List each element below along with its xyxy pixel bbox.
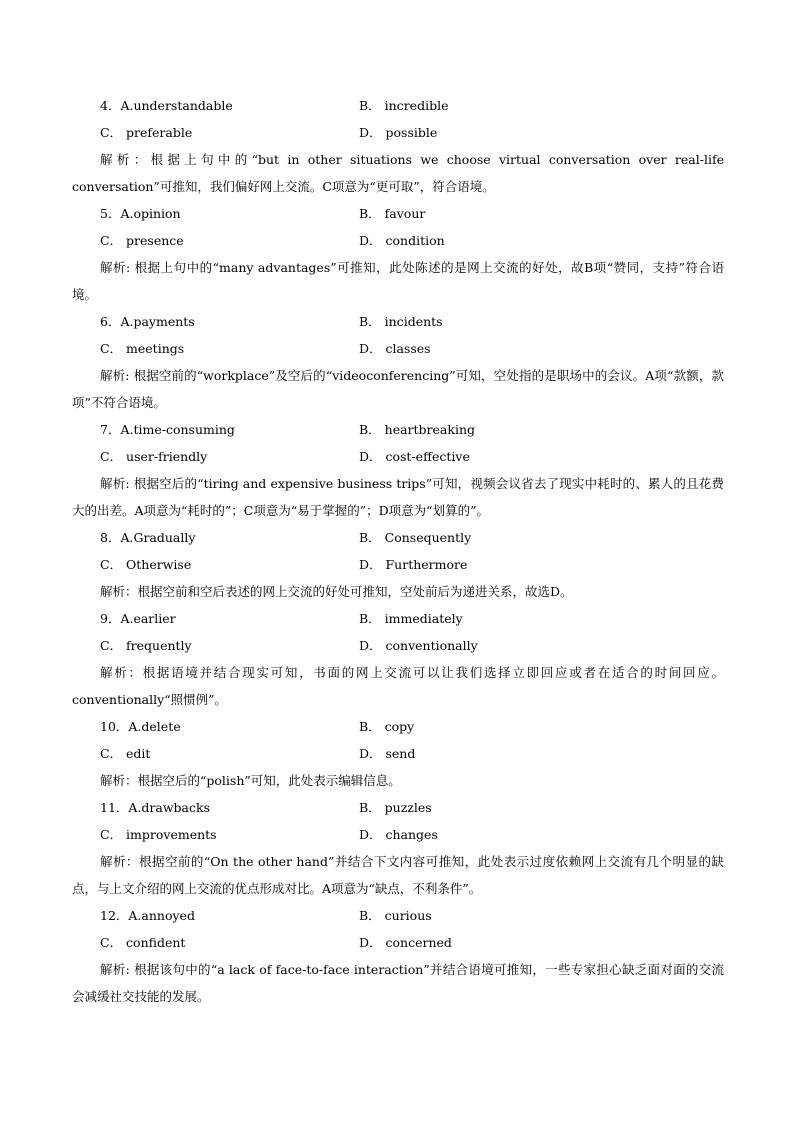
option-c: C． Otherwise: [100, 557, 192, 572]
option-row: [72, 200, 724, 227]
explanation-text: 解析: 根据上句中的“many advantages”可推知，此处陈述的是网上交流的好处，故B项“赞同，支持”符合语境。: [72, 260, 724, 302]
option-a: 4．A.understandable: [100, 98, 233, 113]
option-row: [72, 605, 724, 632]
option-row: [72, 902, 724, 929]
option-a: 10．A.delete: [100, 719, 181, 734]
explanation-text: 解析: 根据该句中的“a lack of face-to-face interaction”并结合语境可推知，一些专家担心缺乏面对面的交流会减缓社交技能的发展。: [72, 962, 724, 1004]
question-block: [72, 416, 724, 524]
option-c: C． meetings: [100, 341, 185, 356]
option-c: C． user-friendly: [100, 449, 208, 464]
option-b: B． puzzles: [359, 800, 432, 815]
question-block: [72, 794, 724, 902]
option-a: 12．A.annoyed: [100, 908, 195, 923]
option-b: B． curious: [359, 908, 432, 923]
explanation-text: 解析：根据空前和空后表述的网上交流的好处可推知，空处前后为递进关系，故选D。: [100, 584, 573, 599]
option-c: C． edit: [100, 746, 151, 761]
option-c: C． improvements: [100, 827, 217, 842]
explanation-text: 解析：根据语境并结合现实可知，书面的网上交流可以让我们选择立即回应或者在适合的时间回应。conventionally“照惯例”。: [72, 665, 724, 707]
option-d: D． send: [359, 746, 416, 761]
option-row: [72, 443, 724, 470]
option-b: B． favour: [359, 206, 426, 221]
option-row: [72, 551, 724, 578]
option-a: 9．A.earlier: [100, 611, 176, 626]
option-d: D． Furthermore: [359, 557, 468, 572]
option-d: D． classes: [359, 341, 431, 356]
option-row: [72, 713, 724, 740]
option-b: B． immediately: [359, 611, 463, 626]
question-block: [72, 605, 724, 713]
option-row: [72, 524, 724, 551]
option-row: [72, 929, 724, 956]
option-row: [72, 308, 724, 335]
option-b: B． copy: [359, 719, 415, 734]
explanation-text: 解析：根据空前的“On the other hand”并结合下文内容可推知，此处表示过度依赖网上交流有几个明显的缺点，与上文介绍的网上交流的优点形成对比。A项意为“缺点，不利条件”。: [72, 854, 724, 896]
explanation-text: 解析: 根据空前的“workplace”及空后的“videoconferencing”可知，空处指的是职场中的会议。A项“款额，款项”不符合语境。: [72, 368, 724, 410]
question-block: [72, 308, 724, 416]
option-a: 7．A.time-consuming: [100, 422, 235, 437]
option-c: C． presence: [100, 233, 184, 248]
option-row: [72, 227, 724, 254]
option-row: [72, 740, 724, 767]
option-a: 11．A.drawbacks: [100, 800, 210, 815]
option-a: 5．A.opinion: [100, 206, 181, 221]
option-b: B． Consequently: [359, 530, 472, 545]
option-b: B． incidents: [359, 314, 443, 329]
option-a: 8．A.Gradually: [100, 530, 196, 545]
option-row: [72, 335, 724, 362]
option-d: D． condition: [359, 233, 445, 248]
option-row: [72, 632, 724, 659]
answer-content: [72, 92, 724, 1010]
option-d: D． possible: [359, 125, 438, 140]
option-b: B． heartbreaking: [359, 422, 476, 437]
option-c: C． preferable: [100, 125, 193, 140]
explanation-text: 解析: 根据空后的“tiring and expensive business trips”可知，视频会议省去了现实中耗时的、累人的且花费大的出差。A项意为“耗时的”；C项意为“易于掌握的”；D项意为“划算的”。: [72, 476, 724, 518]
question-block: [72, 902, 724, 1010]
option-a: 6．A.payments: [100, 314, 195, 329]
question-block: [72, 200, 724, 308]
option-c: C． confident: [100, 935, 186, 950]
explanation-text: 解析：根据上句中的“but in other situations we choose virtual conversation over real-life conversation”可推知，我们偏好网上交流。C项意为“更可取”，符合语境。: [72, 152, 724, 194]
option-c: C． frequently: [100, 638, 192, 653]
question-block: [72, 713, 724, 794]
option-b: B． incredible: [359, 98, 449, 113]
option-d: D． concerned: [359, 935, 452, 950]
option-row: [72, 416, 724, 443]
explanation-text: 解析：根据空后的“polish”可知，此处表示编辑信息。: [100, 773, 401, 788]
option-row: [72, 794, 724, 821]
question-block: [72, 92, 724, 200]
option-row: [72, 119, 724, 146]
option-row: [72, 92, 724, 119]
option-row: [72, 821, 724, 848]
option-d: D． changes: [359, 827, 438, 842]
question-block: [72, 524, 724, 605]
option-d: D． conventionally: [359, 638, 478, 653]
option-d: D． cost-effective: [359, 449, 470, 464]
